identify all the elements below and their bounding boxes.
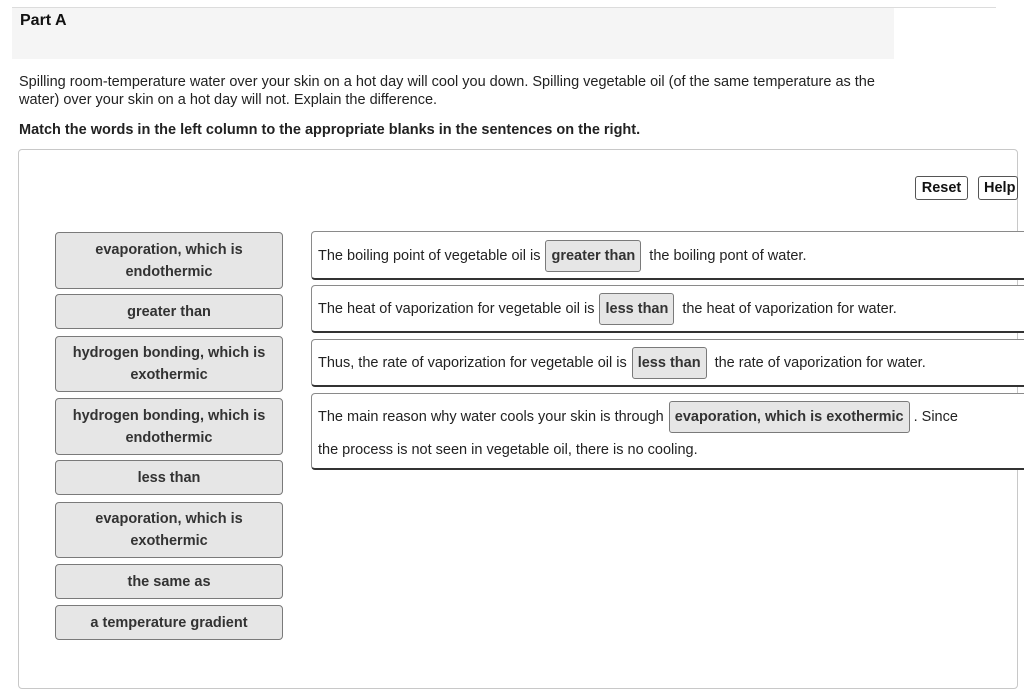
sentence-1-text-after: the boiling pont of water. (649, 247, 807, 264)
sentence-1-text-before: The boiling point of vegetable oil is (318, 247, 541, 264)
question-prompt: Spilling room-temperature water over your skin on a hot day will cool you down. Spilling vegetable oil (of the same temperature as the water) over your skin on a hot day will not. Explain the difference. (19, 74, 875, 108)
word-bank-item[interactable]: a temperature gradient (55, 605, 283, 640)
question-instruction: Match the words in the left column to the appropriate blanks in the sentences on the right. (19, 122, 641, 138)
sentence-4-text-before: The main reason why water cools your skin is through (318, 409, 664, 425)
sentence-4 (311, 393, 1024, 470)
word-bank-item[interactable]: greater than (55, 294, 283, 329)
sentence-2 (311, 285, 1024, 333)
sentence-1-blank[interactable]: greater than (545, 240, 641, 272)
sentence-4-blank[interactable]: evaporation, which is exothermic (669, 401, 910, 433)
part-header (12, 8, 894, 59)
sentence-1 (311, 231, 1024, 280)
word-bank-item[interactable]: evaporation, which is endothermic (55, 232, 283, 289)
part-title: Part A (20, 12, 67, 29)
sentence-3-text-after: the rate of vaporization for water. (714, 355, 926, 371)
word-bank-item[interactable]: less than (55, 460, 283, 495)
sentence-3-blank[interactable]: less than (632, 347, 707, 379)
sentence-3 (311, 339, 1024, 387)
sentence-2-text-before: The heat of vaporization for vegetable oil is (318, 301, 595, 317)
word-bank-item[interactable]: the same as (55, 564, 283, 599)
word-bank-item[interactable]: hydrogen bonding, which is exothermic (55, 336, 283, 392)
sentence-3-text-before: Thus, the rate of vaporization for vegetable oil is (318, 355, 627, 371)
sentence-4-text-after: . Since (913, 409, 958, 425)
reset-button[interactable]: Reset (915, 176, 968, 200)
sentence-2-text-after: the heat of vaporization for water. (682, 301, 897, 317)
word-bank-item[interactable]: hydrogen bonding, which is endothermic (55, 398, 283, 455)
help-button[interactable]: Help (978, 176, 1018, 200)
sentence-2-blank[interactable]: less than (599, 293, 674, 325)
sentence-4-text-line2: the process is not seen in vegetable oil, there is no cooling. (318, 442, 698, 458)
word-bank-item[interactable]: evaporation, which is exothermic (55, 502, 283, 558)
